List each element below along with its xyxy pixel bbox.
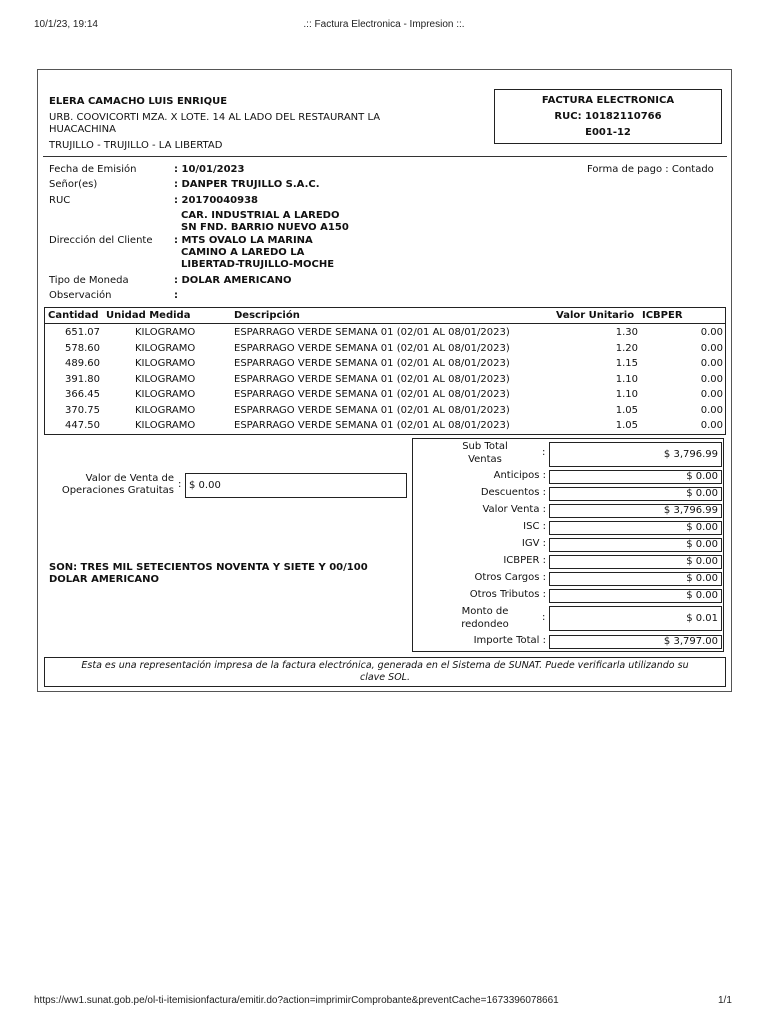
igv-label: IGV : <box>521 538 546 549</box>
cell-cantidad: 651.07 <box>65 327 100 338</box>
cell-icbper: 0.00 <box>700 342 723 354</box>
cell-descripcion: ESPARRAGO VERDE SEMANA 01 (02/01 AL 08/01/2023) <box>234 389 510 400</box>
cell-descripcion: ESPARRAGO VERDE SEMANA 01 (02/01 AL 08/01/2023) <box>234 420 510 431</box>
issuer-address-line2: HUACACHINA <box>49 124 116 135</box>
otros-tributos-label: Otros Tributos : <box>469 589 546 600</box>
table-header-row <box>45 308 725 324</box>
isc-label: ISC : <box>523 521 546 532</box>
print-page-count: 1/1 <box>718 995 732 1006</box>
invoice-number: E001-12 <box>585 127 631 138</box>
senor-value: : DANPER TRUJILLO S.A.C. <box>174 179 320 190</box>
observacion-label: Observación <box>49 290 112 301</box>
moneda-value: : DOLAR AMERICANO <box>174 275 292 286</box>
cell-valor-unitario: 1.05 <box>615 420 638 431</box>
invoice-ruc: RUC: 10182110766 <box>554 111 662 122</box>
cell-valor-unitario: 1.10 <box>615 373 638 385</box>
icbper-total-label: ICBPER : <box>503 555 546 566</box>
issuer-address-line1: URB. COOVICORTI MZA. X LOTE. 14 AL LADO DEL RESTAURANT LA <box>49 112 381 123</box>
table-row <box>45 356 723 372</box>
cell-cantidad: 366.45 <box>65 389 100 400</box>
direccion-line3: : MTS OVALO LA MARINA <box>174 235 313 246</box>
sunat-note-line1: Esta es una representación impresa de la factura electrónica, generada en el Sistema de SUNAT. Puede verificarla utilizando su <box>81 660 689 671</box>
table-row <box>45 325 723 341</box>
direccion-line4: CAMINO A LAREDO LA <box>181 247 305 258</box>
cell-icbper: 0.00 <box>700 404 723 416</box>
table-row <box>45 387 723 403</box>
items-table <box>44 307 726 435</box>
descuentos-label: Descuentos : <box>480 487 546 498</box>
subtotal-label-line2: Ventas <box>468 454 502 465</box>
table-row <box>45 372 723 388</box>
fecha-value: : 10/01/2023 <box>174 164 245 175</box>
cell-cantidad: 370.75 <box>65 404 100 416</box>
header-unidad: Unidad Medida <box>106 310 191 321</box>
cell-unidad: KILOGRAMO <box>135 404 196 416</box>
direccion-line1: CAR. INDUSTRIAL A LAREDO <box>181 210 340 221</box>
importe-total-label: Importe Total : <box>473 635 546 646</box>
senor-label: Señor(es) <box>49 179 98 190</box>
anticipos-value: $ 0.00 <box>549 470 722 484</box>
valor-venta-value: $ 3,796.99 <box>549 504 722 518</box>
cell-unidad: KILOGRAMO <box>135 327 196 338</box>
importe-total-value: $ 3,797.00 <box>549 635 722 649</box>
cell-icbper: 0.00 <box>700 389 723 400</box>
isc-value: $ 0.00 <box>549 521 722 535</box>
header-divider <box>43 156 727 157</box>
icbper-total-value: $ 0.00 <box>549 555 722 569</box>
sunat-note-line2: clave SOL. <box>360 672 410 683</box>
subtotal-colon: : <box>542 447 546 458</box>
cell-unidad: KILOGRAMO <box>135 342 196 354</box>
redondeo-value: $ 0.01 <box>549 606 722 631</box>
forma-pago: Forma de pago : Contado <box>587 164 714 175</box>
direccion-line2: SN FND. BARRIO NUEVO A150 <box>181 222 349 233</box>
igv-value: $ 0.00 <box>549 538 722 552</box>
cell-valor-unitario: 1.30 <box>615 327 638 338</box>
cell-cantidad: 391.80 <box>65 373 100 385</box>
redondeo-colon: : <box>542 612 546 623</box>
issuer-name: ELERA CAMACHO LUIS ENRIQUE <box>49 96 228 107</box>
subtotal-label-line1: Sub Total <box>462 441 508 452</box>
cell-icbper: 0.00 <box>700 420 723 431</box>
descuentos-value: $ 0.00 <box>549 487 722 501</box>
subtotal-value: $ 3,796.99 <box>549 442 722 467</box>
issuer-location: TRUJILLO - TRUJILLO - LA LIBERTAD <box>49 140 223 151</box>
cell-unidad: KILOGRAMO <box>135 373 196 385</box>
print-datetime: 10/1/23, 19:14 <box>34 19 98 30</box>
observacion-value: : <box>174 290 178 301</box>
cell-descripcion: ESPARRAGO VERDE SEMANA 01 (02/01 AL 08/01/2023) <box>234 358 510 369</box>
invoice-sheet <box>37 69 732 692</box>
direccion-label: Dirección del Cliente <box>49 235 153 246</box>
cell-unidad: KILOGRAMO <box>135 389 196 400</box>
print-url: https://ww1.sunat.gob.pe/ol-ti-itemisionfactura/emitir.do?action=imprimirComprobante&preventCache=1673396078661 <box>34 995 559 1006</box>
gratuitas-label-line1: Valor de Venta de <box>85 473 174 484</box>
ruc-label: RUC <box>49 195 71 206</box>
cell-icbper: 0.00 <box>700 358 723 369</box>
gratuitas-label-line2: Operaciones Gratuitas <box>61 485 174 496</box>
invoice-title: FACTURA ELECTRONICA <box>541 95 675 106</box>
cell-valor-unitario: 1.20 <box>615 342 638 354</box>
otros-cargos-value: $ 0.00 <box>549 572 722 586</box>
cell-unidad: KILOGRAMO <box>135 420 196 431</box>
otros-cargos-label: Otros Cargos : <box>474 572 546 583</box>
cell-descripcion: ESPARRAGO VERDE SEMANA 01 (02/01 AL 08/01/2023) <box>234 373 510 385</box>
amount-words-line1: SON: TRES MIL SETECIENTOS NOVENTA Y SIETE Y 00/100 <box>49 562 368 573</box>
gratuitas-colon: : <box>178 479 182 490</box>
cell-descripcion: ESPARRAGO VERDE SEMANA 01 (02/01 AL 08/01/2023) <box>234 342 510 354</box>
print-page-title: .:: Factura Electronica - Impresion ::. <box>303 19 465 30</box>
redondeo-label-line2: redondeo <box>461 619 509 630</box>
totals-panel <box>412 438 724 652</box>
gratuitas-value: $ 0.00 <box>185 473 407 498</box>
table-row <box>45 418 723 434</box>
invoice-id-box <box>494 89 722 144</box>
cell-cantidad: 447.50 <box>65 420 100 431</box>
cell-icbper: 0.00 <box>700 373 723 385</box>
header-descripcion: Descripción <box>234 310 300 321</box>
cell-cantidad: 489.60 <box>65 358 100 369</box>
table-row <box>45 403 723 419</box>
cell-valor-unitario: 1.05 <box>615 404 638 416</box>
cell-cantidad: 578.60 <box>65 342 100 354</box>
cell-descripcion: ESPARRAGO VERDE SEMANA 01 (02/01 AL 08/01/2023) <box>234 404 510 416</box>
moneda-label: Tipo de Moneda <box>49 275 129 286</box>
cell-valor-unitario: 1.10 <box>615 389 638 400</box>
valor-venta-label: Valor Venta : <box>482 504 546 515</box>
header-cantidad: Cantidad <box>48 310 99 321</box>
cell-icbper: 0.00 <box>700 327 723 338</box>
otros-tributos-value: $ 0.00 <box>549 589 722 603</box>
redondeo-label-line1: Monto de <box>461 606 509 617</box>
cell-descripcion: ESPARRAGO VERDE SEMANA 01 (02/01 AL 08/01/2023) <box>234 327 510 338</box>
anticipos-label: Anticipos : <box>493 470 546 481</box>
header-icbper: ICBPER <box>642 310 683 321</box>
table-row <box>45 341 723 357</box>
cell-unidad: KILOGRAMO <box>135 358 196 369</box>
amount-words-line2: DOLAR AMERICANO <box>49 574 159 585</box>
cell-valor-unitario: 1.15 <box>615 358 638 369</box>
ruc-value: : 20170040938 <box>174 195 259 206</box>
fecha-label: Fecha de Emisión <box>49 164 137 175</box>
sunat-note <box>44 657 726 687</box>
header-valor-unitario: Valor Unitario <box>556 310 635 321</box>
direccion-line5: LIBERTAD-TRUJILLO-MOCHE <box>181 259 335 270</box>
